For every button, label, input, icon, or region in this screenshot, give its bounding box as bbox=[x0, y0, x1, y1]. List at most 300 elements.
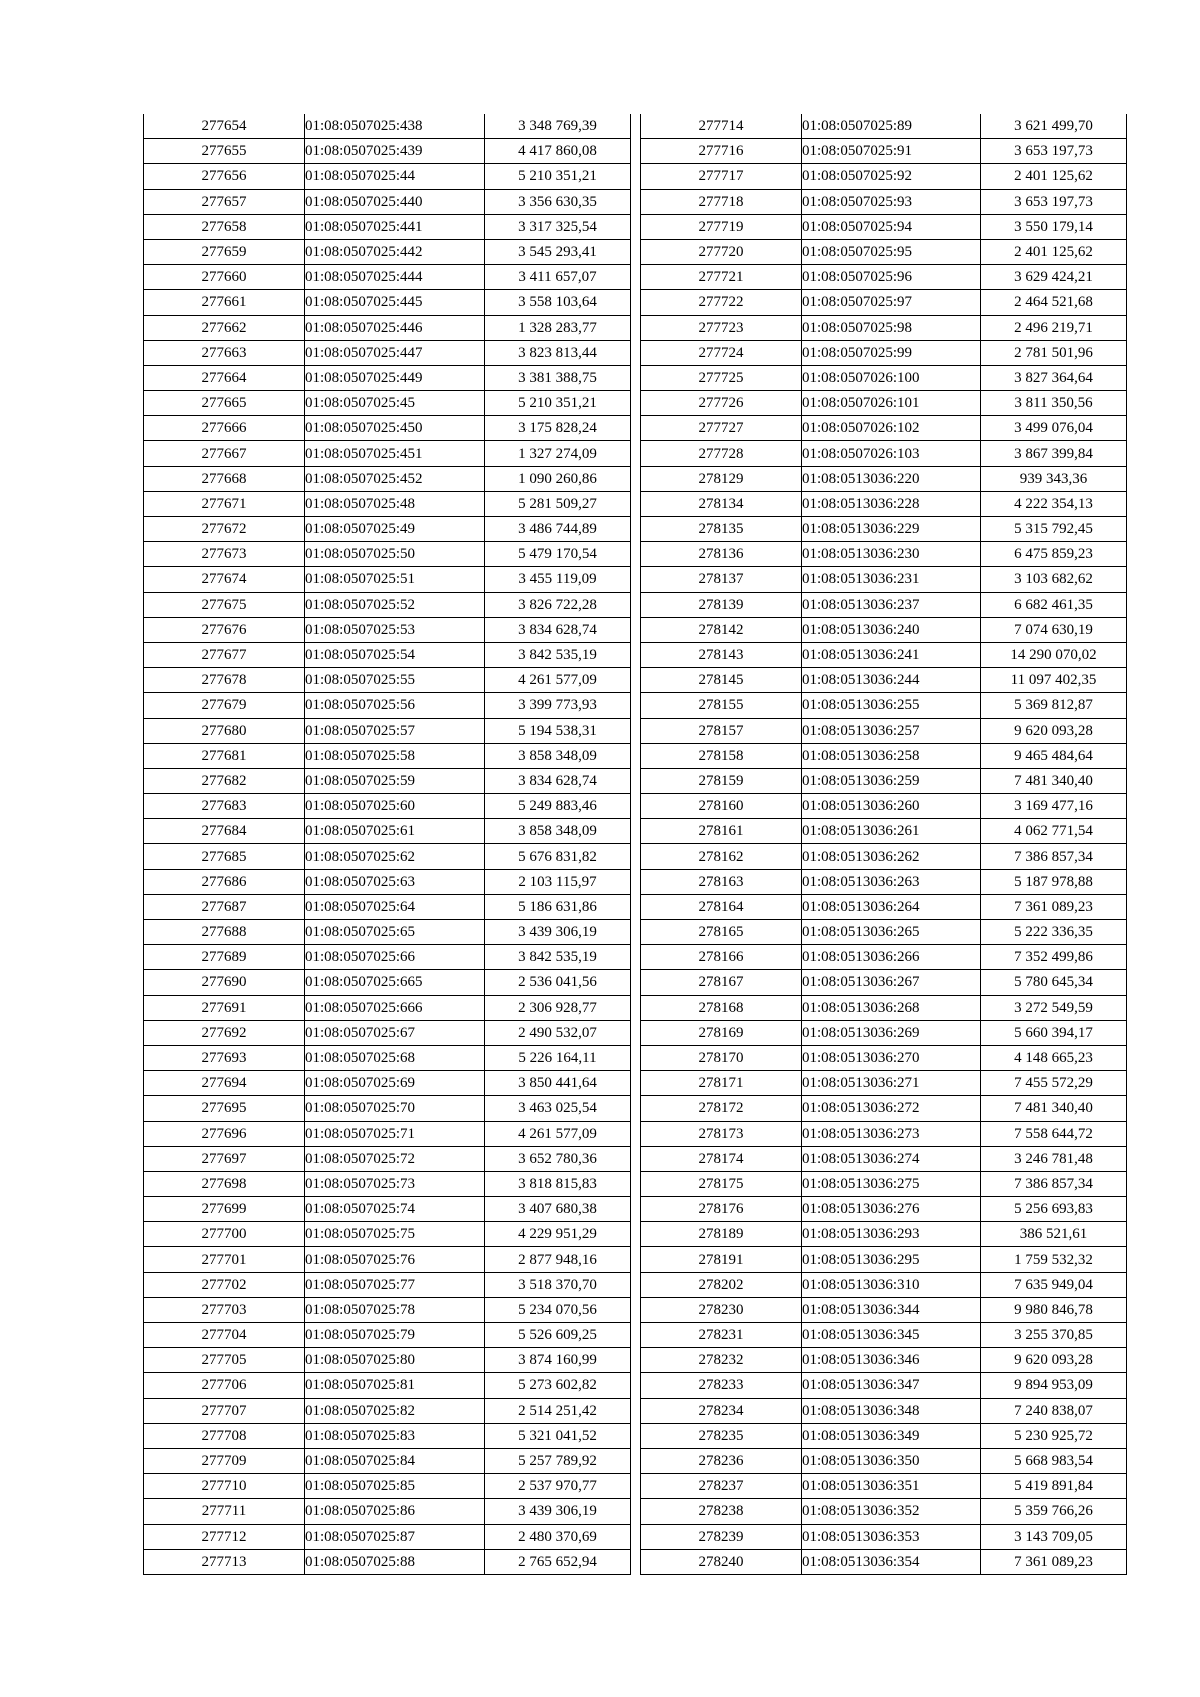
cadastral-value-cell: 4 222 354,13 bbox=[981, 491, 1127, 516]
table-row bbox=[144, 542, 631, 567]
table-row bbox=[641, 642, 1127, 667]
table-row bbox=[641, 794, 1127, 819]
cadastral-value-cell: 9 620 093,28 bbox=[981, 718, 1127, 743]
table-row bbox=[641, 693, 1127, 718]
record-number-cell: 278234 bbox=[641, 1398, 802, 1423]
cadastral-value-cell: 7 361 089,23 bbox=[981, 894, 1127, 919]
cadastral-value-cell: 3 399 773,93 bbox=[485, 693, 631, 718]
cadastral-number-cell: 01:08:0513036:274 bbox=[802, 1146, 981, 1171]
cadastral-value-cell: 6 475 859,23 bbox=[981, 542, 1127, 567]
cadastral-value-cell: 7 635 949,04 bbox=[981, 1272, 1127, 1297]
record-number-cell: 278161 bbox=[641, 819, 802, 844]
cadastral-number-cell: 01:08:0513036:349 bbox=[802, 1423, 981, 1448]
cadastral-value-cell: 7 386 857,34 bbox=[981, 844, 1127, 869]
table-row bbox=[144, 844, 631, 869]
register-table-right bbox=[640, 114, 1127, 1575]
table-row bbox=[144, 617, 631, 642]
cadastral-number-cell: 01:08:0513036:264 bbox=[802, 894, 981, 919]
cadastral-number-cell: 01:08:0507025:70 bbox=[305, 1096, 485, 1121]
record-number-cell: 278166 bbox=[641, 945, 802, 970]
table-row bbox=[144, 1272, 631, 1297]
cadastral-value-cell: 5 315 792,45 bbox=[981, 517, 1127, 542]
cadastral-value-cell: 3 874 160,99 bbox=[485, 1348, 631, 1373]
table-row bbox=[641, 189, 1127, 214]
record-number-cell: 277665 bbox=[144, 391, 305, 416]
table-row bbox=[144, 491, 631, 516]
cadastral-value-cell: 5 321 041,52 bbox=[485, 1423, 631, 1448]
record-number-cell: 277682 bbox=[144, 768, 305, 793]
cadastral-value-cell: 386 521,61 bbox=[981, 1222, 1127, 1247]
record-number-cell: 277662 bbox=[144, 315, 305, 340]
cadastral-value-cell: 5 780 645,34 bbox=[981, 970, 1127, 995]
cadastral-number-cell: 01:08:0507025:73 bbox=[305, 1171, 485, 1196]
cadastral-number-cell: 01:08:0507025:446 bbox=[305, 315, 485, 340]
record-number-cell: 278137 bbox=[641, 567, 802, 592]
cadastral-value-cell: 6 682 461,35 bbox=[981, 592, 1127, 617]
record-number-cell: 278143 bbox=[641, 642, 802, 667]
table-row bbox=[641, 139, 1127, 164]
record-number-cell: 278134 bbox=[641, 491, 802, 516]
cadastral-number-cell: 01:08:0507025:98 bbox=[802, 315, 981, 340]
table-row bbox=[144, 819, 631, 844]
cadastral-value-cell: 2 765 652,94 bbox=[485, 1549, 631, 1574]
record-number-cell: 277720 bbox=[641, 239, 802, 264]
record-number-cell: 277704 bbox=[144, 1323, 305, 1348]
cadastral-number-cell: 01:08:0507025:60 bbox=[305, 794, 485, 819]
cadastral-value-cell: 3 621 499,70 bbox=[981, 114, 1127, 139]
record-number-cell: 277654 bbox=[144, 114, 305, 139]
table-row bbox=[144, 1524, 631, 1549]
record-number-cell: 277721 bbox=[641, 265, 802, 290]
cadastral-number-cell: 01:08:0513036:273 bbox=[802, 1121, 981, 1146]
record-number-cell: 277674 bbox=[144, 567, 305, 592]
table-row bbox=[144, 239, 631, 264]
record-number-cell: 278238 bbox=[641, 1499, 802, 1524]
cadastral-value-cell: 3 143 709,05 bbox=[981, 1524, 1127, 1549]
record-number-cell: 277725 bbox=[641, 365, 802, 390]
cadastral-number-cell: 01:08:0507025:61 bbox=[305, 819, 485, 844]
cadastral-number-cell: 01:08:0507025:74 bbox=[305, 1197, 485, 1222]
record-number-cell: 277699 bbox=[144, 1197, 305, 1222]
cadastral-value-cell: 1 327 274,09 bbox=[485, 441, 631, 466]
table-row bbox=[641, 1373, 1127, 1398]
record-number-cell: 277717 bbox=[641, 164, 802, 189]
cadastral-number-cell: 01:08:0507025:72 bbox=[305, 1146, 485, 1171]
record-number-cell: 278202 bbox=[641, 1272, 802, 1297]
cadastral-value-cell: 4 062 771,54 bbox=[981, 819, 1127, 844]
cadastral-number-cell: 01:08:0513036:230 bbox=[802, 542, 981, 567]
cadastral-value-cell: 7 455 572,29 bbox=[981, 1071, 1127, 1096]
record-number-cell: 278170 bbox=[641, 1045, 802, 1070]
table-row bbox=[144, 189, 631, 214]
table-row bbox=[641, 265, 1127, 290]
cadastral-value-cell: 5 660 394,17 bbox=[981, 1020, 1127, 1045]
cadastral-value-cell: 5 226 164,11 bbox=[485, 1045, 631, 1070]
cadastral-value-cell: 3 411 657,07 bbox=[485, 265, 631, 290]
table-row bbox=[144, 1549, 631, 1574]
cadastral-value-cell: 7 481 340,40 bbox=[981, 768, 1127, 793]
record-number-cell: 277663 bbox=[144, 340, 305, 365]
cadastral-number-cell: 01:08:0507025:77 bbox=[305, 1272, 485, 1297]
table-row bbox=[641, 1121, 1127, 1146]
cadastral-value-cell: 3 463 025,54 bbox=[485, 1096, 631, 1121]
record-number-cell: 277667 bbox=[144, 441, 305, 466]
table-row bbox=[641, 441, 1127, 466]
cadastral-number-cell: 01:08:0507025:69 bbox=[305, 1071, 485, 1096]
table-row bbox=[144, 1373, 631, 1398]
record-number-cell: 277673 bbox=[144, 542, 305, 567]
cadastral-number-cell: 01:08:0507025:441 bbox=[305, 214, 485, 239]
cadastral-number-cell: 01:08:0507025:447 bbox=[305, 340, 485, 365]
cadastral-value-cell: 2 401 125,62 bbox=[981, 164, 1127, 189]
table-row bbox=[641, 1398, 1127, 1423]
cadastral-value-cell: 2 781 501,96 bbox=[981, 340, 1127, 365]
record-number-cell: 277675 bbox=[144, 592, 305, 617]
record-number-cell: 277705 bbox=[144, 1348, 305, 1373]
record-number-cell: 278129 bbox=[641, 466, 802, 491]
cadastral-number-cell: 01:08:0507025:95 bbox=[802, 239, 981, 264]
table-row bbox=[641, 970, 1127, 995]
table-row bbox=[641, 894, 1127, 919]
cadastral-value-cell: 3 826 722,28 bbox=[485, 592, 631, 617]
table-row bbox=[144, 1247, 631, 1272]
cadastral-value-cell: 7 558 644,72 bbox=[981, 1121, 1127, 1146]
cadastral-value-cell: 5 256 693,83 bbox=[981, 1197, 1127, 1222]
cadastral-number-cell: 01:08:0507025:450 bbox=[305, 416, 485, 441]
record-number-cell: 277727 bbox=[641, 416, 802, 441]
table-row bbox=[641, 391, 1127, 416]
cadastral-number-cell: 01:08:0507026:101 bbox=[802, 391, 981, 416]
cadastral-number-cell: 01:08:0507025:62 bbox=[305, 844, 485, 869]
table-row bbox=[144, 164, 631, 189]
cadastral-value-cell: 3 811 350,56 bbox=[981, 391, 1127, 416]
table-row bbox=[144, 265, 631, 290]
cadastral-value-cell: 3 850 441,64 bbox=[485, 1071, 631, 1096]
cadastral-value-cell: 2 464 521,68 bbox=[981, 290, 1127, 315]
table-row bbox=[641, 768, 1127, 793]
record-number-cell: 278163 bbox=[641, 869, 802, 894]
cadastral-number-cell: 01:08:0507025:84 bbox=[305, 1448, 485, 1473]
cadastral-value-cell: 5 230 925,72 bbox=[981, 1423, 1127, 1448]
table-row bbox=[144, 1045, 631, 1070]
record-number-cell: 278159 bbox=[641, 768, 802, 793]
cadastral-value-cell: 3 348 769,39 bbox=[485, 114, 631, 139]
cadastral-number-cell: 01:08:0513036:241 bbox=[802, 642, 981, 667]
table-row bbox=[641, 1171, 1127, 1196]
table-row bbox=[641, 164, 1127, 189]
table-row bbox=[641, 567, 1127, 592]
cadastral-number-cell: 01:08:0507025:87 bbox=[305, 1524, 485, 1549]
cadastral-value-cell: 3 175 828,24 bbox=[485, 416, 631, 441]
cadastral-value-cell: 2 401 125,62 bbox=[981, 239, 1127, 264]
table-row bbox=[144, 1071, 631, 1096]
record-number-cell: 278231 bbox=[641, 1323, 802, 1348]
table-row bbox=[641, 1071, 1127, 1096]
cadastral-value-cell: 3 486 744,89 bbox=[485, 517, 631, 542]
table-row bbox=[641, 542, 1127, 567]
table-row bbox=[144, 1474, 631, 1499]
cadastral-number-cell: 01:08:0513036:276 bbox=[802, 1197, 981, 1222]
table-row bbox=[144, 365, 631, 390]
record-number-cell: 277714 bbox=[641, 114, 802, 139]
record-number-cell: 278169 bbox=[641, 1020, 802, 1045]
table-row bbox=[641, 1222, 1127, 1247]
table-row bbox=[144, 340, 631, 365]
cadastral-value-cell: 3 867 399,84 bbox=[981, 441, 1127, 466]
cadastral-value-cell: 3 818 815,83 bbox=[485, 1171, 631, 1196]
cadastral-value-cell: 3 653 197,73 bbox=[981, 139, 1127, 164]
cadastral-number-cell: 01:08:0507025:89 bbox=[802, 114, 981, 139]
record-number-cell: 277722 bbox=[641, 290, 802, 315]
record-number-cell: 277657 bbox=[144, 189, 305, 214]
cadastral-number-cell: 01:08:0507025:65 bbox=[305, 920, 485, 945]
record-number-cell: 278189 bbox=[641, 1222, 802, 1247]
table-row bbox=[144, 1096, 631, 1121]
cadastral-number-cell: 01:08:0513036:275 bbox=[802, 1171, 981, 1196]
table-row bbox=[641, 1323, 1127, 1348]
cadastral-value-cell: 5 479 170,54 bbox=[485, 542, 631, 567]
cadastral-number-cell: 01:08:0507025:51 bbox=[305, 567, 485, 592]
record-number-cell: 277693 bbox=[144, 1045, 305, 1070]
cadastral-value-cell: 5 359 766,26 bbox=[981, 1499, 1127, 1524]
cadastral-number-cell: 01:08:0507025:92 bbox=[802, 164, 981, 189]
cadastral-number-cell: 01:08:0507025:438 bbox=[305, 114, 485, 139]
cadastral-value-cell: 3 455 119,09 bbox=[485, 567, 631, 592]
record-number-cell: 277655 bbox=[144, 139, 305, 164]
cadastral-number-cell: 01:08:0507025:49 bbox=[305, 517, 485, 542]
record-number-cell: 277698 bbox=[144, 1171, 305, 1196]
cadastral-number-cell: 01:08:0507025:54 bbox=[305, 642, 485, 667]
cadastral-number-cell: 01:08:0513036:265 bbox=[802, 920, 981, 945]
cadastral-value-cell: 3 317 325,54 bbox=[485, 214, 631, 239]
record-number-cell: 277689 bbox=[144, 945, 305, 970]
table-row bbox=[144, 592, 631, 617]
register-table-left bbox=[143, 114, 631, 1575]
cadastral-value-cell: 5 273 602,82 bbox=[485, 1373, 631, 1398]
cadastral-number-cell: 01:08:0513036:270 bbox=[802, 1045, 981, 1070]
cadastral-number-cell: 01:08:0507025:66 bbox=[305, 945, 485, 970]
record-number-cell: 278164 bbox=[641, 894, 802, 919]
record-number-cell: 277713 bbox=[144, 1549, 305, 1574]
record-number-cell: 277681 bbox=[144, 743, 305, 768]
record-number-cell: 278173 bbox=[641, 1121, 802, 1146]
table-row bbox=[144, 441, 631, 466]
cadastral-value-cell: 4 261 577,09 bbox=[485, 1121, 631, 1146]
table-row bbox=[641, 290, 1127, 315]
record-number-cell: 277664 bbox=[144, 365, 305, 390]
cadastral-number-cell: 01:08:0507025:67 bbox=[305, 1020, 485, 1045]
cadastral-value-cell: 2 514 251,42 bbox=[485, 1398, 631, 1423]
cadastral-value-cell: 9 620 093,28 bbox=[981, 1348, 1127, 1373]
cadastral-value-cell: 2 480 370,69 bbox=[485, 1524, 631, 1549]
cadastral-number-cell: 01:08:0513036:262 bbox=[802, 844, 981, 869]
cadastral-value-cell: 2 490 532,07 bbox=[485, 1020, 631, 1045]
cadastral-number-cell: 01:08:0507025:452 bbox=[305, 466, 485, 491]
cadastral-number-cell: 01:08:0507025:57 bbox=[305, 718, 485, 743]
cadastral-value-cell: 3 246 781,48 bbox=[981, 1146, 1127, 1171]
cadastral-number-cell: 01:08:0507025:93 bbox=[802, 189, 981, 214]
cadastral-value-cell: 3 858 348,09 bbox=[485, 743, 631, 768]
table-row bbox=[144, 567, 631, 592]
table-row bbox=[641, 114, 1127, 139]
cadastral-value-cell: 4 229 951,29 bbox=[485, 1222, 631, 1247]
table-row bbox=[641, 718, 1127, 743]
cadastral-value-cell: 5 210 351,21 bbox=[485, 164, 631, 189]
cadastral-value-cell: 3 827 364,64 bbox=[981, 365, 1127, 390]
table-row bbox=[641, 869, 1127, 894]
cadastral-number-cell: 01:08:0507025:48 bbox=[305, 491, 485, 516]
table-row bbox=[144, 416, 631, 441]
cadastral-value-cell: 3 356 630,35 bbox=[485, 189, 631, 214]
record-number-cell: 277697 bbox=[144, 1146, 305, 1171]
table-row bbox=[641, 945, 1127, 970]
cadastral-value-cell: 7 240 838,07 bbox=[981, 1398, 1127, 1423]
cadastral-value-cell: 3 858 348,09 bbox=[485, 819, 631, 844]
table-row bbox=[641, 1045, 1127, 1070]
table-row bbox=[144, 1121, 631, 1146]
cadastral-value-cell: 2 306 928,77 bbox=[485, 995, 631, 1020]
table-row bbox=[641, 1146, 1127, 1171]
record-number-cell: 277711 bbox=[144, 1499, 305, 1524]
cadastral-value-cell: 7 361 089,23 bbox=[981, 1549, 1127, 1574]
record-number-cell: 277690 bbox=[144, 970, 305, 995]
cadastral-number-cell: 01:08:0507026:103 bbox=[802, 441, 981, 466]
cadastral-number-cell: 01:08:0513036:260 bbox=[802, 794, 981, 819]
table-row bbox=[144, 391, 631, 416]
table-row bbox=[641, 416, 1127, 441]
cadastral-number-cell: 01:08:0513036:346 bbox=[802, 1348, 981, 1373]
cadastral-value-cell: 5 526 609,25 bbox=[485, 1323, 631, 1348]
cadastral-number-cell: 01:08:0507025:666 bbox=[305, 995, 485, 1020]
cadastral-value-cell: 1 759 532,32 bbox=[981, 1247, 1127, 1272]
cadastral-number-cell: 01:08:0513036:263 bbox=[802, 869, 981, 894]
cadastral-value-cell: 3 823 813,44 bbox=[485, 340, 631, 365]
table-row bbox=[144, 1197, 631, 1222]
cadastral-number-cell: 01:08:0513036:352 bbox=[802, 1499, 981, 1524]
record-number-cell: 278176 bbox=[641, 1197, 802, 1222]
cadastral-value-cell: 7 352 499,86 bbox=[981, 945, 1127, 970]
record-number-cell: 277678 bbox=[144, 668, 305, 693]
record-number-cell: 277706 bbox=[144, 1373, 305, 1398]
record-number-cell: 277728 bbox=[641, 441, 802, 466]
record-number-cell: 278145 bbox=[641, 668, 802, 693]
table-row bbox=[144, 466, 631, 491]
cadastral-value-cell: 3 518 370,70 bbox=[485, 1272, 631, 1297]
table-row bbox=[144, 1423, 631, 1448]
cadastral-value-cell: 3 545 293,41 bbox=[485, 239, 631, 264]
table-row bbox=[641, 1448, 1127, 1473]
cadastral-value-cell: 14 290 070,02 bbox=[981, 642, 1127, 667]
cadastral-value-cell: 9 465 484,64 bbox=[981, 743, 1127, 768]
table-row bbox=[641, 995, 1127, 1020]
cadastral-value-cell: 3 629 424,21 bbox=[981, 265, 1127, 290]
record-number-cell: 277677 bbox=[144, 642, 305, 667]
record-number-cell: 277684 bbox=[144, 819, 305, 844]
record-number-cell: 277724 bbox=[641, 340, 802, 365]
cadastral-number-cell: 01:08:0507025:53 bbox=[305, 617, 485, 642]
table-row bbox=[144, 1146, 631, 1171]
record-number-cell: 277716 bbox=[641, 139, 802, 164]
cadastral-number-cell: 01:08:0507025:75 bbox=[305, 1222, 485, 1247]
cadastral-value-cell: 4 261 577,09 bbox=[485, 668, 631, 693]
record-number-cell: 277723 bbox=[641, 315, 802, 340]
record-number-cell: 277700 bbox=[144, 1222, 305, 1247]
record-number-cell: 277701 bbox=[144, 1247, 305, 1272]
cadastral-number-cell: 01:08:0513036:231 bbox=[802, 567, 981, 592]
table-row bbox=[641, 1096, 1127, 1121]
table-row bbox=[641, 592, 1127, 617]
cadastral-value-cell: 5 234 070,56 bbox=[485, 1297, 631, 1322]
table-row bbox=[144, 139, 631, 164]
record-number-cell: 277703 bbox=[144, 1297, 305, 1322]
cadastral-number-cell: 01:08:0513036:345 bbox=[802, 1323, 981, 1348]
record-number-cell: 278171 bbox=[641, 1071, 802, 1096]
cadastral-number-cell: 01:08:0513036:272 bbox=[802, 1096, 981, 1121]
cadastral-number-cell: 01:08:0507025:55 bbox=[305, 668, 485, 693]
record-number-cell: 277718 bbox=[641, 189, 802, 214]
record-number-cell: 277688 bbox=[144, 920, 305, 945]
cadastral-value-cell: 5 257 789,92 bbox=[485, 1448, 631, 1473]
cadastral-number-cell: 01:08:0507025:68 bbox=[305, 1045, 485, 1070]
record-number-cell: 278135 bbox=[641, 517, 802, 542]
cadastral-value-cell: 3 272 549,59 bbox=[981, 995, 1127, 1020]
record-number-cell: 278191 bbox=[641, 1247, 802, 1272]
cadastral-number-cell: 01:08:0513036:258 bbox=[802, 743, 981, 768]
table-row bbox=[144, 1398, 631, 1423]
table-row bbox=[641, 1524, 1127, 1549]
cadastral-value-cell: 9 980 846,78 bbox=[981, 1297, 1127, 1322]
cadastral-number-cell: 01:08:0507025:83 bbox=[305, 1423, 485, 1448]
cadastral-number-cell: 01:08:0513036:348 bbox=[802, 1398, 981, 1423]
cadastral-value-cell: 2 537 970,77 bbox=[485, 1474, 631, 1499]
cadastral-number-cell: 01:08:0507026:100 bbox=[802, 365, 981, 390]
record-number-cell: 278172 bbox=[641, 1096, 802, 1121]
record-number-cell: 278237 bbox=[641, 1474, 802, 1499]
cadastral-value-cell: 3 439 306,19 bbox=[485, 920, 631, 945]
cadastral-value-cell: 9 894 953,09 bbox=[981, 1373, 1127, 1398]
record-number-cell: 277672 bbox=[144, 517, 305, 542]
table-row bbox=[144, 743, 631, 768]
table-row bbox=[144, 768, 631, 793]
table-row bbox=[641, 517, 1127, 542]
cadastral-number-cell: 01:08:0507025:88 bbox=[305, 1549, 485, 1574]
cadastral-value-cell: 5 668 983,54 bbox=[981, 1448, 1127, 1473]
record-number-cell: 278167 bbox=[641, 970, 802, 995]
table-row bbox=[641, 1247, 1127, 1272]
record-number-cell: 277726 bbox=[641, 391, 802, 416]
cadastral-value-cell: 5 194 538,31 bbox=[485, 718, 631, 743]
cadastral-number-cell: 01:08:0513036:244 bbox=[802, 668, 981, 693]
cadastral-number-cell: 01:08:0507025:444 bbox=[305, 265, 485, 290]
record-number-cell: 278168 bbox=[641, 995, 802, 1020]
table-row bbox=[641, 1423, 1127, 1448]
cadastral-number-cell: 01:08:0507025:64 bbox=[305, 894, 485, 919]
cadastral-value-cell: 2 103 115,97 bbox=[485, 869, 631, 894]
cadastral-value-cell: 3 407 680,38 bbox=[485, 1197, 631, 1222]
record-number-cell: 277659 bbox=[144, 239, 305, 264]
record-number-cell: 277676 bbox=[144, 617, 305, 642]
table-row bbox=[144, 1348, 631, 1373]
record-number-cell: 277679 bbox=[144, 693, 305, 718]
table-row bbox=[144, 1020, 631, 1045]
cadastral-number-cell: 01:08:0507025:45 bbox=[305, 391, 485, 416]
cadastral-number-cell: 01:08:0507025:80 bbox=[305, 1348, 485, 1373]
cadastral-value-cell: 2 536 041,56 bbox=[485, 970, 631, 995]
record-number-cell: 277710 bbox=[144, 1474, 305, 1499]
table-row bbox=[641, 214, 1127, 239]
cadastral-value-cell: 3 834 628,74 bbox=[485, 617, 631, 642]
cadastral-number-cell: 01:08:0507025:50 bbox=[305, 542, 485, 567]
